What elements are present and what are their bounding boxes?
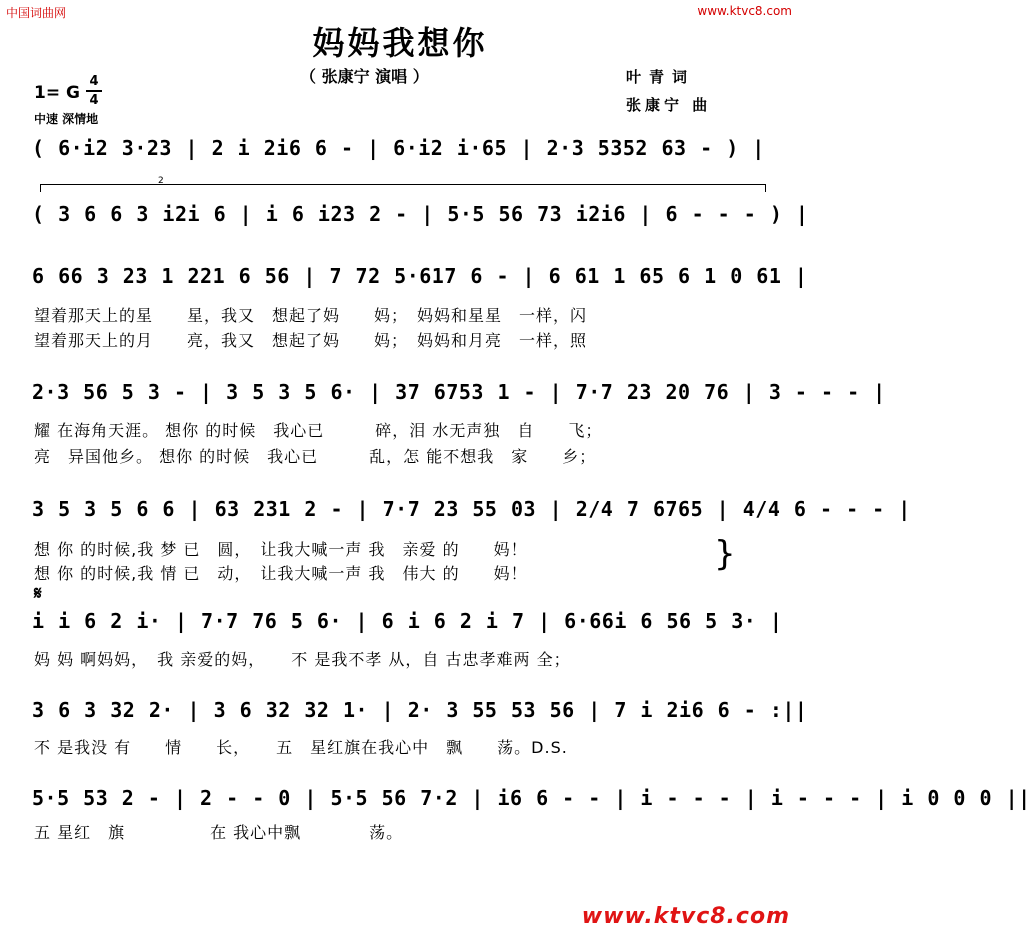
- score-line-4: 2·3 56 5 3 - | 3 5 3 5 6· | 37 6753 1 - | 7·7 23 20 76 | 3 - - - |: [32, 380, 886, 404]
- tempo-marking: 中速 深情地: [34, 112, 99, 126]
- lyric-line-5a: 想 你 的时候,我 梦 已 圆， 让我大喊一声 我 亲爱 的 妈！: [34, 540, 528, 559]
- score-line-7: 3 6 3 32 2· | 3 6 32 32 1· | 2· 3 55 53 56 | 7 i 2i6 6 - :||: [32, 698, 808, 722]
- logo-text: www.ktvc8.com: [581, 904, 790, 929]
- score-line-1: ( 6·i2 3·23 | 2 i 2i6 6 - | 6·i2 i·65 | 2·3 5352 63 - ) |: [32, 136, 765, 160]
- time-top: 4: [89, 74, 99, 89]
- score-line-2: ( 3 6 6 3 i2i 6 | i 6 i23 2 - | 5·5 56 73 i2i6 | 6 - - - ) |: [32, 202, 809, 226]
- brace-icon: }: [714, 534, 736, 574]
- lyricist-credit: 叶青词: [626, 68, 696, 86]
- song-title: 妈妈我想你: [312, 24, 488, 62]
- lyric-line-3a: 望着那天上的星 星，我又 想起了妈 妈； 妈妈和星星 一样，闪: [34, 306, 588, 325]
- score-line-6: i i 6 2 i· | 7·7 76 5 6· | 6 i 6 2 i 7 | 6·66i 6 56 5 3· |: [32, 609, 783, 633]
- time-bottom: 4: [89, 93, 99, 108]
- site-logo[interactable]: [582, 904, 790, 929]
- site-url[interactable]: www.ktvc8.com: [697, 4, 792, 18]
- volta-mark: 2: [158, 176, 164, 186]
- lyric-line-7: 不 是我没 有 情 长， 五 星红旗在我心中 飘 荡。D.S.: [34, 738, 568, 757]
- lyric-line-8: 五 星红 旗 在 我心中飘 荡。: [34, 823, 404, 842]
- key-signature: 1= G: [34, 83, 80, 103]
- score-line-5: 3 5 3 5 6 6 | 63 231 2 - | 7·7 23 55 03 | 2/4 7 6765 | 4/4 6 - - - |: [32, 497, 911, 521]
- volta-right-tick: [765, 184, 766, 192]
- lyric-line-4a: 耀 在海角天涯。 想你 的时候 我心已 碎，泪 水无声独 自 飞；: [34, 421, 603, 440]
- time-signature: [86, 74, 102, 108]
- time-divider: [86, 90, 102, 92]
- lyric-line-4b: 亮 异国他乡。 想你 的时候 我心已 乱，怎 能不想我 家 乡；: [34, 447, 597, 466]
- volta-line: [40, 184, 765, 185]
- volta-left-tick: [40, 184, 41, 192]
- lyric-line-3b: 望着那天上的月 亮，我又 想起了妈 妈； 妈妈和月亮 一样，照: [34, 331, 588, 350]
- lyric-line-6: 妈 妈 啊妈妈， 我 亲爱的妈， 不 是我不孝 从，自 古忠孝难两 全；: [34, 650, 571, 669]
- lyric-line-5b: 想 你 的时候,我 情 已 动， 让我大喊一声 我 伟大 的 妈！: [34, 564, 528, 583]
- score-line-3: 6 66 3 23 1 221 6 56 | 7 72 5·617 6 - | 6 61 1 65 6 1 0 61 |: [32, 264, 808, 288]
- site-watermark: 中国词曲网: [6, 6, 67, 20]
- score-line-8: 5·5 53 2 - | 2 - - 0 | 5·5 56 7·2 | i6 6 - - | i - - - | i - - - | i 0 0 0 ||: [32, 786, 1031, 810]
- segno-icon: 𝄋: [34, 583, 42, 604]
- composer-credit: 张康宁 曲: [626, 96, 712, 114]
- singer-credit: （ 张康宁 演唱 ）: [300, 67, 429, 86]
